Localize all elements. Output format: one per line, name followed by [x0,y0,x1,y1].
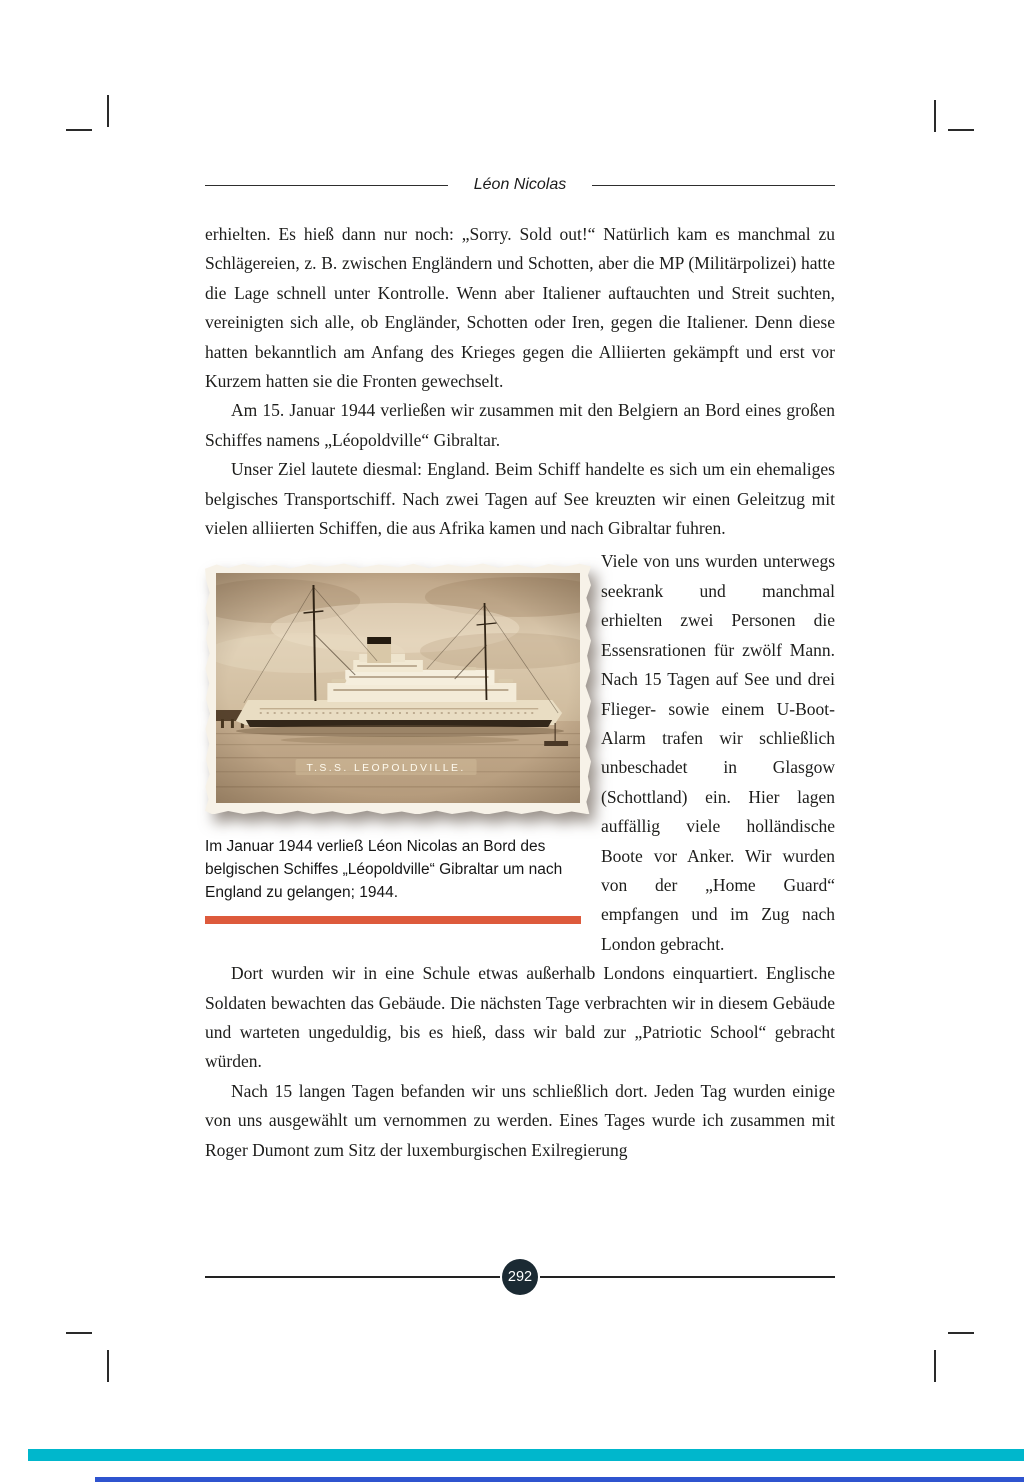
footer-rule-left [205,1276,500,1278]
header-rule-left [205,185,448,186]
figure-column [205,562,591,959]
header-rule-right [592,185,835,186]
paragraph: Am 15. Januar 1944 verließen wir zusammen mit den Belgiern an Bord eines großen Schiffes namens „Léopoldville“ Gibraltar. [205,400,835,450]
page-footer [205,1259,835,1295]
paragraph: Dort wurden wir in eine Schule etwas außerhalb Londons einquartiert. Englische Soldaten bewachten das Gebäude. Die nächsten Tage verbrachten wir in diesem Gebäude und warteten ungeduldig, bis es hieß, dass wir bald zur „Patriotic School“ gebracht würden. [205,963,835,1072]
print-artifact-blue-bar [95,1477,1024,1482]
paragraph: erhielten. Es hieß dann nur noch: „Sorry. Sold out!“ Natürlich kam es manchmal zu Schlägereien, z. B. zwischen Engländern und Schotten, aber die MP (Militärpolizei) hatte die Lage schnell unter Kontrolle. Wenn aber Italiener auftauchten und Streit suchten, vereinigten sich alle, ob Engländer, Schotten oder Iren, gegen die Italiener. Denn diese hatten bekanntlich am Anfang des Krieges gegen die Alliierten gekämpft und erst vor Kurzem hatten sie die Fronten gewechselt. [205,224,835,392]
figure-block [205,547,835,959]
page-number-badge: 292 [502,1259,538,1295]
crop-mark [934,100,936,132]
running-header [205,176,835,194]
crop-mark [948,1332,974,1334]
photo-caption: Im Januar 1944 verließ Léon Nicolas an Bord des belgischen Schiffes „Léopoldville“ Gibraltar um nach England zu gelangen; 1944. [205,838,563,902]
crop-mark [107,95,109,127]
crop-mark [948,129,974,131]
photo-image [216,573,580,803]
footer-rule-right [540,1276,835,1278]
crop-mark [107,1350,109,1382]
crop-mark [934,1350,936,1382]
paragraph: Nach 15 langen Tagen befanden wir uns schließlich dort. Jeden Tag wurden einige von uns ausgewählt um vernommen zu werden. Eines Tages wurde ich zusammen mit Roger Dumont zum Sitz der luxemburgischen Exilregierung [205,1080,835,1160]
side-column [601,547,835,959]
crop-mark [66,129,92,131]
photo-deckled-paper [205,562,591,814]
paragraph: Viele von uns wurden unterwegs seekrank und manchmal erhielten zwei Personen die Essensrationen für zwölf Mann. Nach 15 Tagen auf See und drei Flieger- sowie einem U-Boot-Alarm trafen wir schließlich unbeschadet in Glasgow (Schottland) ein. Hier lagen auffällig viele holländische Boote vor Anker. Wir wurden von der „Home Guard“ empfangen und im Zug nach London gebracht. [601,551,835,954]
text-column [205,176,835,1165]
paragraph: Unser Ziel lautete diesmal: England. Beim Schiff handelte es sich um ein ehemaliges belgisches Transportschiff. Nach zwei Tagen auf See kreuzten wir einen Geleitzug mit vielen alliierten Schiffen, die aus Afrika kamen und nach Gibraltar fuhren. [205,459,835,539]
ship-photo [205,562,591,814]
print-artifact-cyan-bar [28,1449,1024,1461]
ship-photo-illustration [216,573,580,803]
crop-mark [66,1332,92,1334]
accent-bar [205,916,581,924]
running-header-title: Léon Nicolas [473,176,567,193]
